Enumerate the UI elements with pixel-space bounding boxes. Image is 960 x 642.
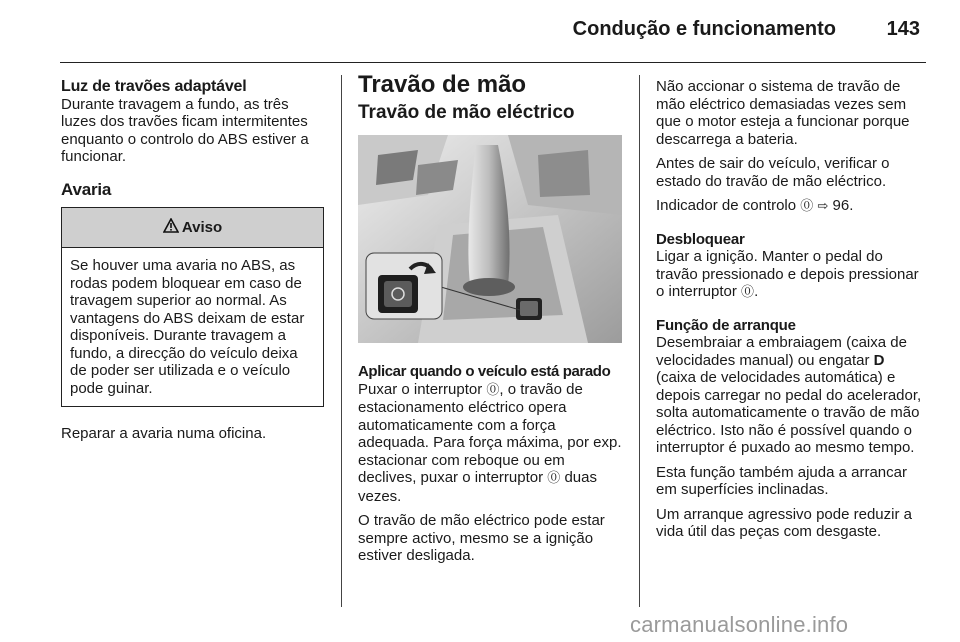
paragraph: Reparar a avaria numa oficina. bbox=[61, 425, 267, 442]
paragraph: Antes de sair do veículo, verificar o estado do travão de mão eléctrico. bbox=[656, 155, 890, 190]
parking-brake-figure bbox=[358, 135, 622, 343]
paragraph: Indicador de controlo ⓪ ⇨ 96. bbox=[656, 197, 854, 214]
heading-adaptive-brake-lights: Luz de travões adaptável bbox=[61, 78, 247, 95]
section-title: Travão de mão bbox=[358, 71, 527, 98]
warning-header bbox=[62, 208, 323, 248]
parking-brake-icon: ⓪ bbox=[547, 471, 561, 486]
paragraph: Ligar a ignição. Manter o pedal do travão pressionado e depois pressionar o interruptor ⓪. bbox=[656, 248, 919, 300]
column-divider bbox=[341, 75, 342, 607]
page-ref-arrow-icon: ⇨ bbox=[817, 199, 829, 214]
paragraph: O travão de mão eléctrico pode estar sempre activo, mesmo se a ignição estiver desligada. bbox=[358, 512, 605, 564]
parking-brake-illustration bbox=[358, 135, 622, 343]
warning-box bbox=[61, 207, 324, 407]
page-number: 143 bbox=[886, 18, 920, 40]
header-title: Condução e funcionamento bbox=[572, 18, 836, 40]
watermark: carmanualsonline.info bbox=[630, 612, 849, 637]
column-divider bbox=[639, 75, 640, 607]
warning-label: Aviso bbox=[181, 218, 223, 236]
column-3 bbox=[656, 78, 926, 541]
paragraph: Desembraiar a embraiagem (caixa de velocidades manual) ou engatar D (caixa de velocidades automática) e depois carregar no pedal do acelerador, solta automaticamente o travão de mão eléctrico. Isto não é possível quando o interruptor é puxado ao mesmo tempo. bbox=[656, 334, 922, 456]
heading-failure: Avaria bbox=[61, 179, 112, 199]
page-header bbox=[60, 0, 926, 63]
paragraph: Durante travagem a fundo, as três luzes dos travões ficam intermitentes enquanto o controlo do ABS estiver a funcionar. bbox=[61, 95, 309, 165]
figure-caption: Aplicar quando o veículo está parado bbox=[358, 363, 611, 380]
warning-triangle-icon bbox=[163, 218, 179, 237]
paragraph: Puxar o interruptor ⓪, o travão de estacionamento eléctrico opera automaticamente com a força adequada. Para força máxima, por exp. estacionar com reboque ou em declives, puxar o interruptor ⓪ duas vezes. bbox=[358, 380, 622, 505]
paragraph: Não accionar o sistema de travão de mão eléctrico demasiadas vezes sem que o motor esteja a funcionar porque descarrega a bateria. bbox=[656, 78, 910, 148]
heading-drive-away-function: Função de arranque bbox=[656, 316, 796, 334]
parking-brake-icon: ⓪ bbox=[800, 199, 814, 214]
section-subtitle: Travão de mão eléctrico bbox=[358, 101, 575, 123]
paragraph: Esta função também ajuda a arrancar em superfícies inclinadas. bbox=[656, 463, 907, 498]
warning-body: Se houver uma avaria no ABS, as rodas podem bloquear em caso de travagem superior ao normal. As vantagens do ABS deixam de estar disponíveis. Durante travagem a fundo, a direcção do veículo deixa de poder ser utilizada e o veículo pode guinar. bbox=[70, 257, 305, 397]
heading-unlock: Desbloquear bbox=[656, 230, 745, 248]
page-reference[interactable]: 96. bbox=[832, 197, 854, 214]
column-1 bbox=[61, 78, 326, 443]
paragraph: Um arranque agressivo pode reduzir a vida útil das peças com desgaste. bbox=[656, 505, 912, 540]
column-2 bbox=[358, 71, 626, 565]
parking-brake-icon: ⓪ bbox=[741, 285, 755, 300]
parking-brake-icon: ⓪ bbox=[486, 382, 500, 398]
